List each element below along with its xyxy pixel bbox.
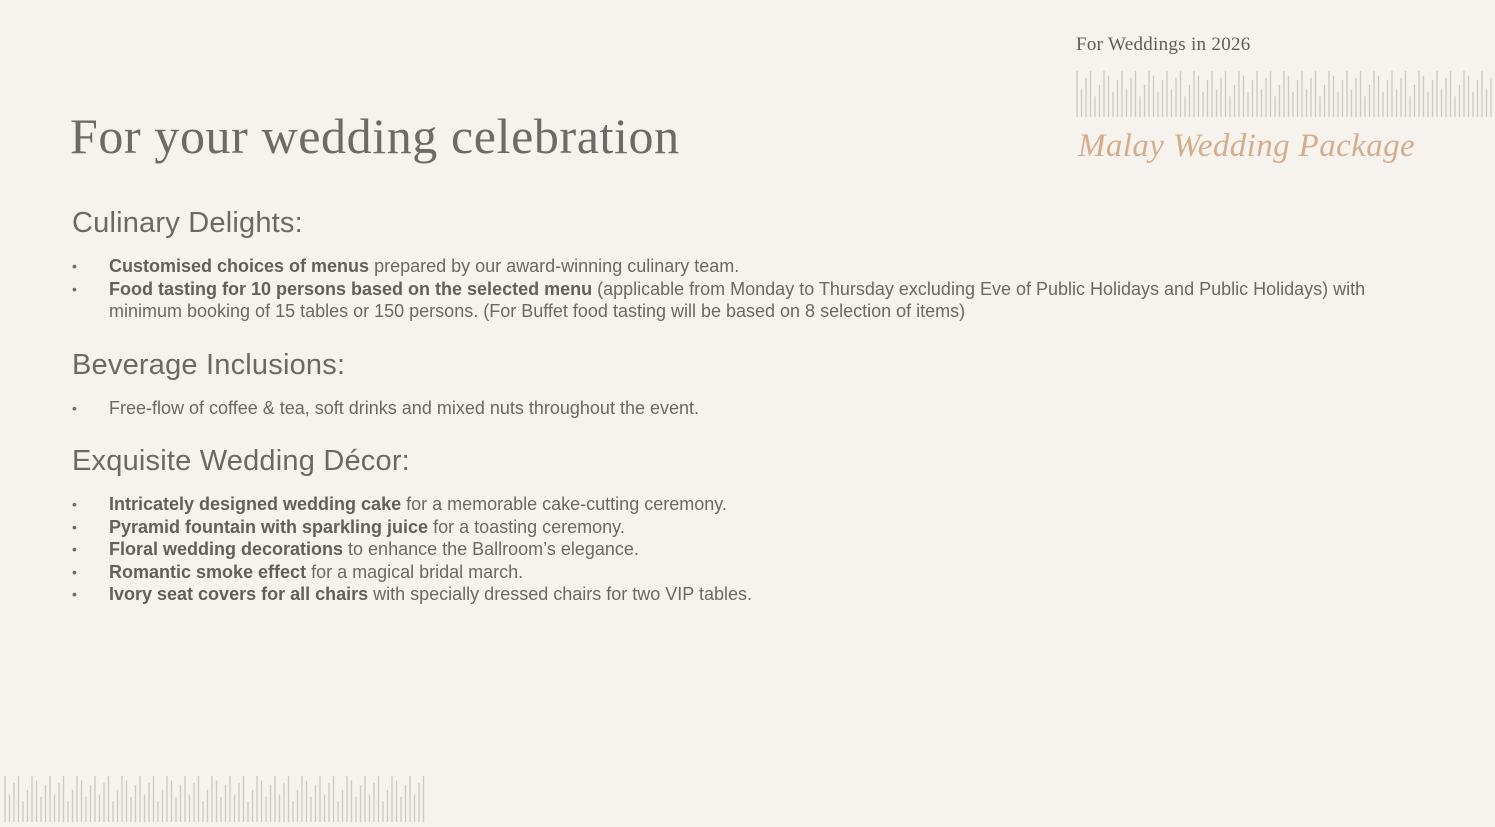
list-item bbox=[72, 278, 1412, 323]
decor-list bbox=[72, 493, 1412, 606]
decorative-stripes-bottom bbox=[4, 776, 426, 822]
beverage-list bbox=[72, 397, 1412, 420]
page-title: For your wedding celebration bbox=[70, 108, 680, 164]
item-text: for a toasting ceremony. bbox=[428, 516, 625, 537]
bullet-icon: • bbox=[72, 563, 77, 580]
item-highlight: Pyramid fountain with sparkling juice bbox=[109, 516, 429, 537]
item-highlight: Romantic smoke effect bbox=[109, 561, 307, 582]
eyebrow-label: For Weddings in 2026 bbox=[1076, 34, 1251, 55]
section-heading: Beverage Inclusions: bbox=[72, 348, 346, 381]
bullet-icon: • bbox=[72, 258, 77, 274]
culinary-list bbox=[72, 255, 1412, 323]
item-text: for a memorable cake-cutting ceremony. bbox=[401, 494, 727, 514]
decorative-stripes-top bbox=[1076, 71, 1495, 117]
list-item bbox=[72, 493, 1412, 516]
bullet-icon: • bbox=[72, 496, 77, 512]
item-highlight: Food tasting for 10 persons based on the selected menu bbox=[109, 278, 593, 299]
bullet-icon: • bbox=[72, 399, 77, 416]
item-text: to enhance the Ballroom’s elegance. bbox=[343, 539, 639, 559]
item-text: for a magical bridal march. bbox=[306, 561, 524, 582]
list-item bbox=[72, 255, 1412, 278]
list-item bbox=[72, 397, 1412, 420]
item-text: with specially dressed chairs for two VIP tables. bbox=[368, 584, 752, 604]
item-highlight: Intricately designed wedding cake bbox=[109, 494, 402, 514]
bullet-icon: • bbox=[72, 280, 77, 297]
list-item bbox=[72, 583, 1412, 606]
item-text: prepared by our award-winning culinary team. bbox=[369, 256, 740, 276]
package-details bbox=[72, 203, 1412, 606]
item-highlight: Ivory seat covers for all chairs bbox=[109, 584, 369, 604]
bullet-icon: • bbox=[72, 541, 77, 557]
list-item bbox=[72, 516, 1412, 539]
item-text: (applicable from Monday to Thursday excluding Eve of Public Holidays and Public Holidays) with minimum booking of 15 tables or 150 persons. (For Buffet food tasting will be based on 8 selection of items) bbox=[109, 278, 1366, 321]
beverage-section bbox=[72, 345, 1412, 420]
section-heading: Exquisite Wedding Décor: bbox=[72, 445, 410, 477]
decor-section bbox=[72, 441, 1412, 606]
bullet-icon: • bbox=[72, 518, 77, 535]
list-item bbox=[72, 561, 1412, 584]
culinary-section bbox=[72, 203, 1412, 323]
item-highlight: Floral wedding decorations bbox=[109, 539, 344, 559]
item-text: Free-flow of coffee & tea, soft drinks and mixed nuts throughout the event. bbox=[109, 397, 700, 418]
item-highlight: Customised choices of menus bbox=[109, 256, 370, 276]
list-item bbox=[72, 538, 1412, 561]
bullet-icon: • bbox=[72, 586, 77, 602]
package-name: Malay Wedding Package bbox=[1078, 128, 1416, 164]
section-heading: Culinary Delights: bbox=[72, 207, 303, 239]
